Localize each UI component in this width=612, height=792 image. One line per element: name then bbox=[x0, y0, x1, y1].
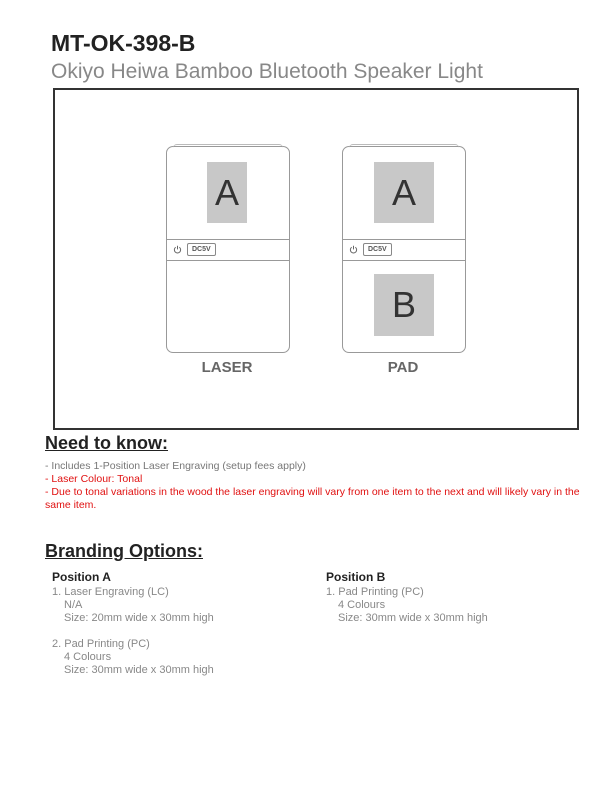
control-band bbox=[167, 239, 289, 261]
product-code: MT-OK-398-B bbox=[51, 30, 196, 56]
speaker-pad-outline bbox=[342, 146, 466, 353]
branding-colours: 4 Colours bbox=[64, 651, 112, 663]
dc5v-port-label: DC5V bbox=[187, 243, 216, 256]
branding-colours: 4 Colours bbox=[338, 599, 386, 611]
branding-method: 1. Pad Printing (PC) bbox=[326, 586, 424, 598]
print-area-a-laser: A bbox=[207, 162, 247, 223]
power-icon bbox=[349, 245, 358, 254]
position-a-entry-1 bbox=[52, 586, 214, 625]
print-area-a-pad: A bbox=[374, 162, 434, 223]
note-tonal-variation: - Due to tonal variations in the wood the laser engraving will vary from one item to the next and will likely vary in the same item. bbox=[45, 486, 580, 511]
position-b-title: Position B bbox=[326, 570, 386, 584]
position-b-entry-1 bbox=[326, 586, 488, 625]
branding-colours: N/A bbox=[64, 599, 83, 611]
note-setup: - Includes 1-Position Laser Engraving (setup fees apply) bbox=[45, 460, 306, 472]
note-laser-colour: - Laser Colour: Tonal bbox=[45, 473, 143, 485]
device-label-laser: LASER bbox=[201, 359, 253, 376]
position-b-column bbox=[326, 571, 488, 638]
position-a-column bbox=[52, 571, 214, 690]
print-area-b-pad: B bbox=[374, 274, 434, 336]
branding-method: 1. Laser Engraving (LC) bbox=[52, 586, 169, 598]
branding-size: Size: 20mm wide x 30mm high bbox=[64, 612, 214, 624]
control-band bbox=[343, 239, 465, 261]
branding-options-heading: Branding Options: bbox=[45, 541, 203, 561]
need-to-know-heading: Need to know: bbox=[45, 433, 169, 453]
position-a-title: Position A bbox=[52, 570, 111, 584]
speaker-laser-outline bbox=[166, 146, 290, 353]
power-icon bbox=[173, 245, 182, 254]
branding-size: Size: 30mm wide x 30mm high bbox=[338, 612, 488, 624]
dc5v-port-label: DC5V bbox=[363, 243, 392, 256]
device-label-pad: PAD bbox=[387, 359, 419, 376]
branding-size: Size: 30mm wide x 30mm high bbox=[64, 664, 214, 676]
branding-method: 2. Pad Printing (PC) bbox=[52, 638, 150, 650]
branding-diagram bbox=[53, 88, 579, 430]
product-name: Okiyo Heiwa Bamboo Bluetooth Speaker Light bbox=[51, 60, 483, 83]
position-a-entry-2 bbox=[52, 638, 214, 677]
